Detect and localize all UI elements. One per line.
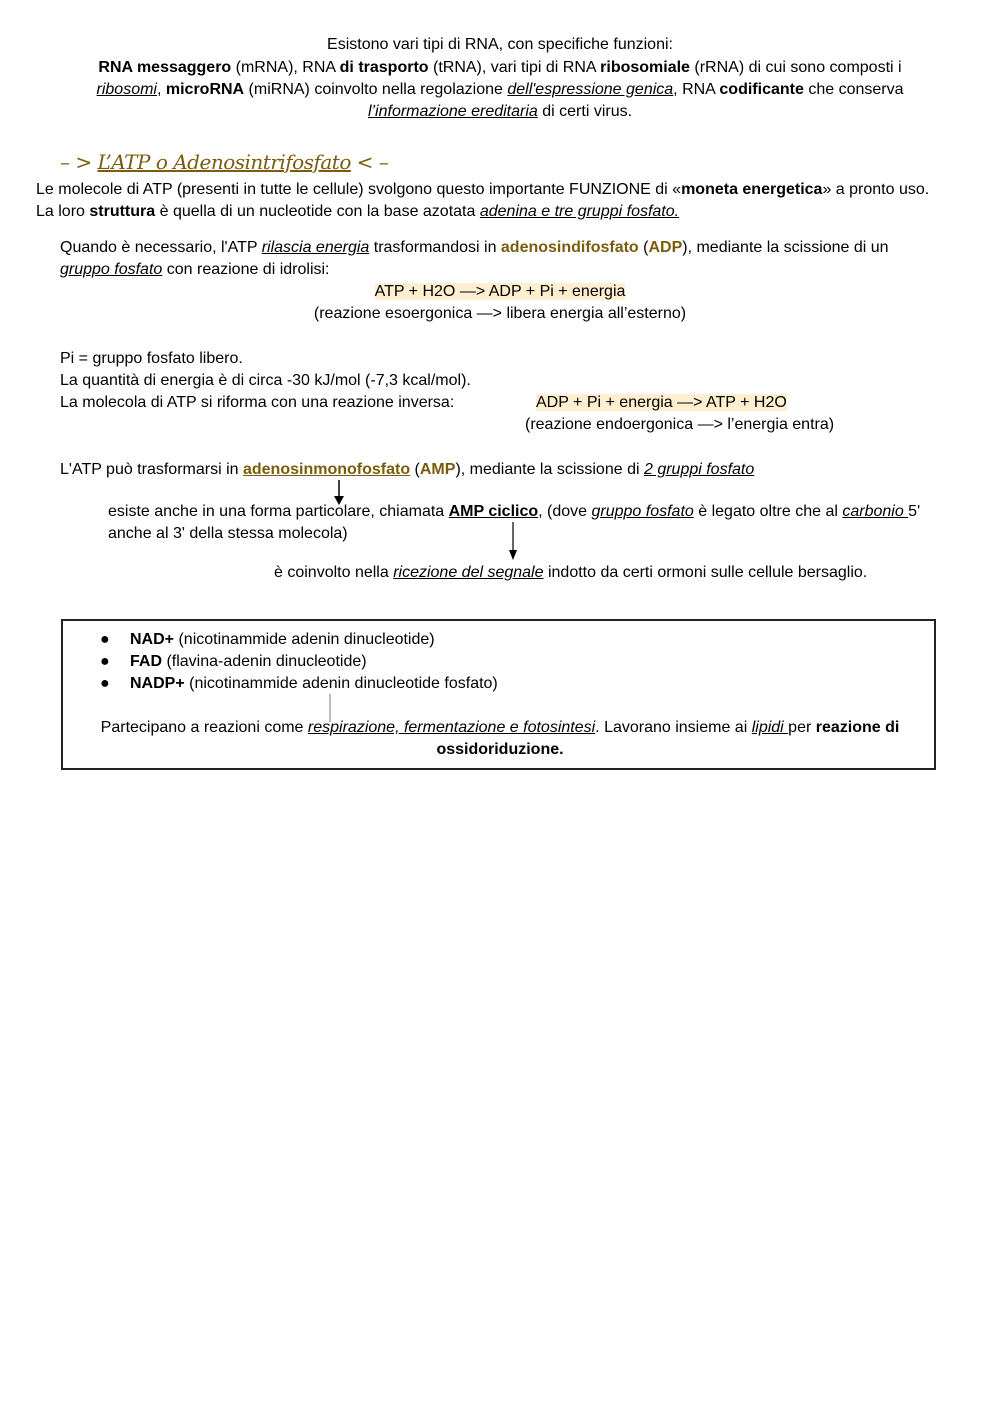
energy-amount: La quantità di energia è di circa -30 kJ/mol (-7,3 kcal/mol). <box>60 372 471 389</box>
arrow-down-icon <box>505 522 521 562</box>
box-summary-1: Partecipano a reazioni come respirazione, fermentazione e fotosintesi. Lavorano insieme ai lipidi per reazione di <box>100 719 900 736</box>
list-item: ● <box>100 675 110 692</box>
atp-paragraph-4: gruppo fosfato con reazione di idrolisi: <box>60 261 330 278</box>
list-item: ● <box>100 653 110 670</box>
atp-paragraph-3: Quando è necessario, l'ATP rilascia energia trasformandosi in adenosindifosfato (ADP), mediante la scissione di un <box>60 239 889 256</box>
hydrolysis-equation: ATP + H2O —> ADP + Pi + energia <box>374 283 626 300</box>
hydrolysis-note: (reazione esoergonica —> libera energia all’esterno) <box>313 305 687 322</box>
reform-text: La molecola di ATP si riforma con una reazione inversa: <box>60 394 455 411</box>
list-item: NADP+ (nicotinammide adenin dinucleotide fosfato) <box>130 675 498 692</box>
amp-paragraph: L'ATP può trasformarsi in adenosinmonofosfato (AMP), mediante la scissione di 2 gruppi fosfato <box>60 461 755 478</box>
intro-line-1: Esistono vari tipi di RNA, con specifiche funzioni: <box>327 36 673 53</box>
pi-definition: Pi = gruppo fosfato libero. <box>60 350 243 367</box>
intro-line-3: ribosomi, microRNA (miRNA) coinvolto nella regolazione dell'espressione genica, RNA codificante che conserva <box>96 81 904 98</box>
signal-line: è coinvolto nella ricezione del segnale indotto da certi ormoni sulle cellule bersaglio. <box>274 564 868 581</box>
synthesis-equation: ADP + Pi + energia —> ATP + H2O <box>536 394 787 411</box>
list-item: FAD (flavina-adenin dinucleotide) <box>130 653 367 670</box>
list-item: ● <box>100 631 110 648</box>
box-summary-2: ossidoriduzione. <box>436 741 564 758</box>
intro-line-4: l’informazione ereditaria di certi virus. <box>367 103 633 120</box>
atp-paragraph-2: La loro struttura è quella di un nucleotide con la base azotata adenina e tre gruppi fosfato. <box>36 203 680 220</box>
list-item: NAD+ (nicotinammide adenin dinucleotide) <box>130 631 435 648</box>
section-heading: – > L’ATP o Adenosintrifosfato < – <box>60 150 389 174</box>
camp-line-1: esiste anche in una forma particolare, chiamata AMP ciclico, (dove gruppo fosfato è legato oltre che al carbonio 5' <box>108 503 921 520</box>
intro-line-2: RNA messaggero (mRNA), RNA di trasporto (tRNA), vari tipi di RNA ribosomiale (rRNA) di cui sono composti i <box>98 59 902 76</box>
synthesis-note: (reazione endoergonica —> l’energia entra) <box>525 416 835 433</box>
atp-paragraph-1: Le molecole di ATP (presenti in tutte le cellule) svolgono questo importante FUNZIONE di «moneta energetica» a pronto uso. <box>36 181 930 198</box>
camp-line-2: anche al 3' della stessa molecola) <box>108 525 348 542</box>
